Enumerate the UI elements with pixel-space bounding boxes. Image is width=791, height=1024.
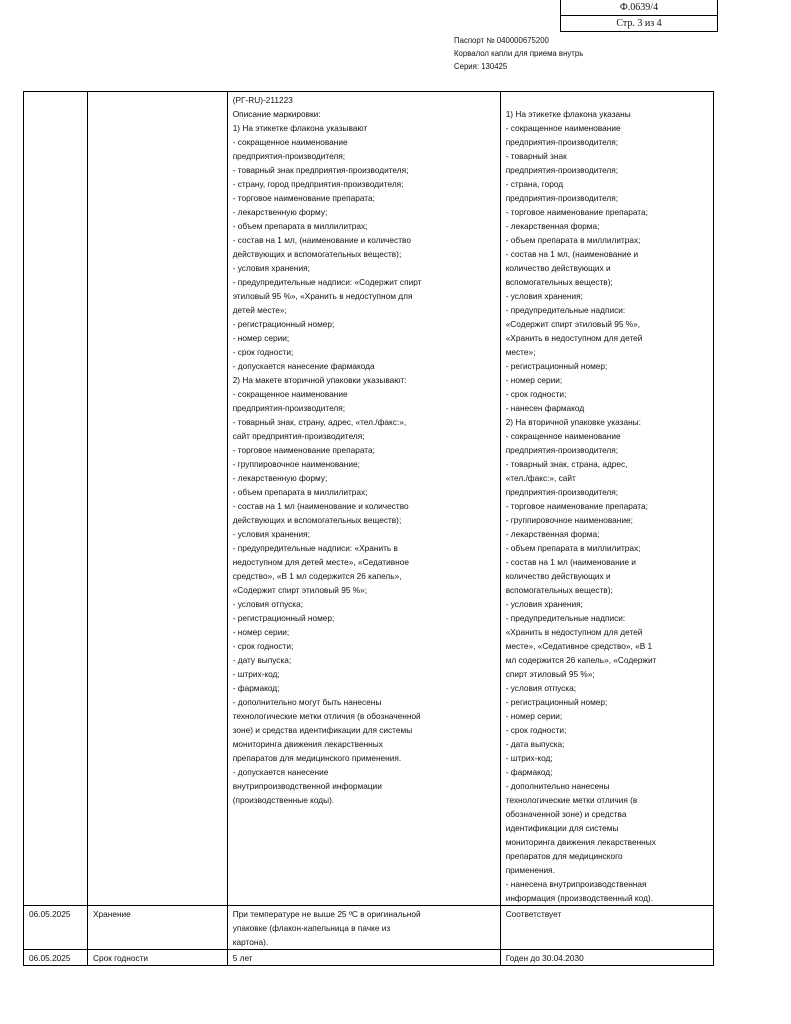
text-line: - дополнительно нанесены [505, 781, 610, 791]
text-line: - сокращенное наименование [505, 123, 621, 133]
text-line: обозначенной зоне) и средства [505, 809, 627, 819]
result-cell [500, 906, 713, 950]
text-line: - фармакод; [232, 683, 280, 693]
text-line: - условия отпуска; [505, 683, 577, 693]
text-line: - дополнительно могут быть нанесены [232, 697, 382, 707]
text-line: предприятия-производителя; [232, 151, 346, 161]
text-line: «тел./факс:», сайт [505, 473, 576, 483]
text-line: 5 лет [232, 953, 253, 963]
text-line: вспомогательных веществ); [505, 585, 613, 595]
text-line: - сокращенное наименование [232, 389, 348, 399]
text-line: картона). [232, 937, 269, 947]
text-line: - состав на 1 мл, (наименование и [505, 249, 639, 259]
text-line: - лекарственную форму; [232, 207, 328, 217]
text-line: - срок годности; [232, 347, 294, 357]
text-line: месте»; [505, 347, 536, 357]
text-line: - торговое наименование препарата; [232, 193, 375, 203]
text-line: технологические метки отличия (в обозначенной [232, 711, 421, 721]
text-line: - предупредительные надписи: [505, 305, 626, 315]
text-line: 2) На макете вторичной упаковки указывают: [232, 375, 407, 385]
text-line: - условия хранения; [232, 529, 310, 539]
text-line: мониторинга движения лекарственных [505, 837, 656, 847]
text-line: - объем препарата в миллилитрах; [505, 543, 641, 553]
text-line: - сокращенное наименование [505, 431, 621, 441]
text-line: - группировочное наименование; [505, 515, 633, 525]
text-line: - штрих-код; [232, 669, 280, 679]
text-line: Описание маркировки: [232, 109, 321, 119]
text-line: - дату выпуска; [232, 655, 292, 665]
text-line: предприятия-производителя; [505, 165, 619, 175]
text-line: - дата выпуска; [505, 739, 565, 749]
text-line: - нанесена внутрипроизводственная [505, 879, 647, 889]
text-line: - торговое наименование препарата; [505, 501, 648, 511]
date-cell: 06.05.2025 [24, 906, 88, 950]
text-line: - лекарственная форма; [505, 529, 600, 539]
text-line: предприятия-производителя; [505, 487, 619, 497]
text-line: - состав на 1 мл, (наименование и количество [232, 235, 411, 245]
passport-table [23, 91, 714, 966]
text-line: «Содержит спирт этиловый 95 %»; [232, 585, 368, 595]
text-line: предприятия-производителя; [505, 137, 619, 147]
text-line: - объем препарата в миллилитрах; [232, 487, 368, 497]
text-line: вспомогательных веществ); [505, 277, 613, 287]
text-line: - номер серии; [505, 375, 563, 385]
text-line: средство», «В 1 мл содержится 26 капель», [232, 571, 402, 581]
text-line: - условия хранения; [505, 599, 583, 609]
text-line: информация (производственный код). [505, 893, 653, 903]
text-line: - торговое наименование препарата; [505, 207, 648, 217]
series-number: Серия: 130425 [454, 62, 508, 71]
text-line: действующих и вспомогательных веществ); [232, 249, 402, 259]
text-line: детей месте»; [232, 305, 287, 315]
text-line: «Содержит спирт этиловый 95 %», [505, 319, 641, 329]
product-name: Корвалол капли для приема внутрь [454, 49, 584, 58]
text-line: - допускается нанесение [232, 767, 329, 777]
text-line: 2) На вторичной упаковке указаны: [505, 417, 641, 427]
text-line: зоне) и средства идентификации для системы [232, 725, 413, 735]
text-line: - допускается нанесение фармакода [232, 361, 375, 371]
text-line: - предупредительные надписи: [505, 613, 626, 623]
text-line: - срок годности; [232, 641, 294, 651]
text-line: предприятия-производителя; [232, 403, 346, 413]
text-line: - условия хранения; [232, 263, 310, 273]
text-line: недоступном для детей месте», «Седативное [232, 557, 409, 567]
text-line: мл содержится 26 капель», «Содержит [505, 655, 657, 665]
text-line: спирт этиловый 95 %»; [505, 669, 595, 679]
text-line: применения. [505, 865, 555, 875]
text-line: - объем препарата в миллилитрах; [505, 235, 641, 245]
text-line: - нанесен фармакод [505, 403, 585, 413]
date-cell [24, 92, 88, 906]
text-line: 1) На этикетке флакона указывают [232, 123, 368, 133]
table-row [24, 906, 714, 950]
text-line: - номер серии; [505, 711, 563, 721]
parameter-cell: Хранение [87, 906, 227, 950]
text-line: месте», «Седативное средство», «В 1 [505, 641, 653, 651]
text-line: - номер серии; [232, 627, 290, 637]
text-line: - предупредительные надписи: «Содержит спирт [232, 277, 422, 287]
form-code-box [560, 0, 718, 32]
page-number: Стр. 3 из 4 [561, 15, 717, 31]
text-line: - объем препарата в миллилитрах; [232, 221, 368, 231]
text-line: - срок годности; [505, 389, 567, 399]
text-line: - регистрационный номер; [232, 613, 335, 623]
result-cell [500, 92, 713, 906]
text-line: мониторинга движения лекарственных [232, 739, 383, 749]
text-line: - регистрационный номер; [505, 697, 608, 707]
text-line: количество действующих и [505, 571, 611, 581]
text-line: этиловый 95 %», «Хранить в недоступном для [232, 291, 413, 301]
text-line: (РГ-RU)-211223 [232, 95, 293, 105]
text-line: - товарный знак, страна, адрес, [505, 459, 628, 469]
text-line: Годен до 30.04.2030 [505, 953, 584, 963]
text-line: «Хранить в недоступном для детей [505, 333, 643, 343]
table-row [24, 92, 714, 906]
text-line: 1) На этикетке флакона указаны [505, 109, 631, 119]
parameter-cell [87, 92, 227, 906]
passport-number: Паспорт № 040000675200 [454, 36, 549, 45]
text-line: действующих и вспомогательных веществ); [232, 515, 402, 525]
text-line: препаратов для медицинского [505, 851, 623, 861]
text-line: - предупредительные надписи: «Хранить в [232, 543, 398, 553]
text-line: (производственные коды). [232, 795, 335, 805]
text-line: «Хранить в недоступном для детей [505, 627, 643, 637]
text-line: препаратов для медицинского применения. [232, 753, 402, 763]
text-line: предприятия-производителя; [505, 445, 619, 455]
text-line: - условия хранения; [505, 291, 583, 301]
text-line: - фармакод; [505, 767, 553, 777]
text-line: - товарный знак, страну, адрес, «тел./факс:», [232, 417, 407, 427]
text-line: предприятия-производителя; [505, 193, 619, 203]
text-line: - торговое наименование препарата; [232, 445, 375, 455]
text-line: Соответствует [505, 909, 562, 919]
text-line: - лекарственную форму; [232, 473, 328, 483]
requirement-cell [227, 906, 500, 950]
document-header [454, 34, 583, 73]
text-line: - состав на 1 мл (наименование и количество [232, 501, 409, 511]
date-cell: 06.05.2025 [24, 950, 88, 966]
result-cell [500, 950, 713, 966]
text-line: - сокращенное наименование [232, 137, 348, 147]
text-line: внутрипроизводственной информации [232, 781, 382, 791]
text-line: - условия отпуска; [232, 599, 304, 609]
text-line: - группировочное наименование; [232, 459, 360, 469]
text-line: - регистрационный номер; [505, 361, 608, 371]
text-line [506, 93, 709, 107]
text-line: сайт предприятия-производителя; [232, 431, 365, 441]
requirement-cell [227, 92, 500, 906]
text-line: технологические метки отличия (в [505, 795, 638, 805]
text-line: - срок годности; [505, 725, 567, 735]
text-line: - товарный знак [505, 151, 567, 161]
text-line: - состав на 1 мл (наименование и [505, 557, 636, 567]
text-line: - штрих-код; [505, 753, 553, 763]
text-line: - лекарственная форма; [505, 221, 600, 231]
text-line: - страну, город предприятия-производителя; [232, 179, 404, 189]
text-line: количество действующих и [505, 263, 611, 273]
text-line: упаковке (флакон-капельница в пачке из [232, 923, 391, 933]
parameter-cell: Срок годности [87, 950, 227, 966]
text-line: - номер серии; [232, 333, 290, 343]
text-line: При температуре не выше 25 ºС в оригинальной [232, 909, 421, 919]
form-code: Ф.0639/4 [619, 2, 659, 13]
table-row [24, 950, 714, 966]
requirement-cell [227, 950, 500, 966]
text-line: - регистрационный номер; [232, 319, 335, 329]
text-line: - товарный знак предприятия-производителя; [232, 165, 409, 175]
text-line: - страна, город [505, 179, 564, 189]
text-line: идентификации для системы [505, 823, 619, 833]
